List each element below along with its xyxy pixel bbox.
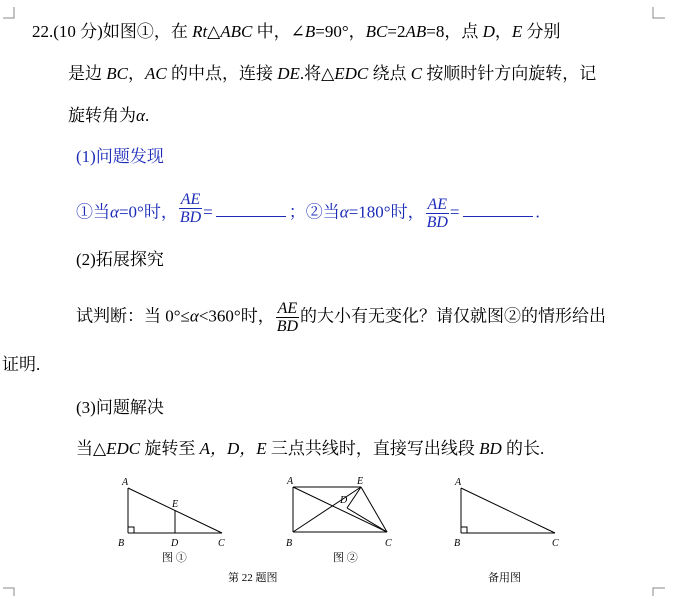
fig2-label-e: E	[357, 476, 364, 487]
part2-question: 试判断：当 0°≤α<360°时， $\frac{AE}{BD}$ 的大小有无变化？请仅就图②的情形给出	[76, 300, 607, 335]
answer-blank-1[interactable]	[216, 202, 286, 217]
fig2-label-d: D	[340, 495, 348, 506]
problem-score: (10 分)	[53, 22, 103, 41]
fig3-label-c: C	[552, 538, 559, 549]
fig1-label-d: D	[171, 538, 179, 549]
fig1-caption: 图 ①	[162, 552, 187, 564]
answer-blank-2[interactable]	[463, 202, 533, 217]
fig3-label-a: A	[455, 477, 462, 488]
problem-number: 22.	[32, 22, 54, 41]
part1-questions: ①当α=0°时， $\frac{AE}{BD}$ = ；②当α=180°时， $\frac{AE}{BD}$ = .	[76, 191, 540, 231]
fig1-label-c: C	[218, 538, 225, 549]
part3-heading: (3)问题解决	[76, 398, 164, 417]
part1-heading: (1)问题发现	[76, 147, 164, 166]
part2-heading: (2)拓展探究	[76, 250, 164, 269]
fig2-caption: 图 ②	[333, 552, 358, 564]
fig3-label-b: B	[454, 538, 461, 549]
part2-continuation: 证明.	[2, 355, 41, 374]
fraction-ae-bd-1: $\frac{AE}{BD}$	[179, 191, 202, 226]
part3-question: 当△EDC 旋转至 A，D，E 三点共线时，直接写出线段 BD 的长.	[76, 439, 545, 458]
fig2-label-b: B	[286, 538, 293, 549]
problem-stem-line-1: 22.(10 分)如图①，在 Rt△ABC 中，∠B=90°，BC=2AB=8，点 D，E 分别	[32, 22, 561, 41]
fig1-label-a: A	[122, 477, 129, 488]
fig2-label-a: A	[287, 476, 294, 487]
problem-stem-line-2: 是边 BC，AC 的中点，连接 DE.将△EDC 绕点 C 按顺时针方向旋转，记	[68, 64, 597, 83]
fig1-label-e: E	[172, 499, 179, 510]
fraction-ae-bd-3: $\frac{AE}{BD}$	[276, 300, 299, 335]
fraction-ae-bd-2: $\frac{AE}{BD}$	[426, 196, 448, 231]
fig1-label-b: B	[118, 538, 125, 549]
problem-stem-line-3: 旋转角为α.	[68, 106, 150, 125]
backup-caption: 备用图	[488, 572, 521, 584]
fig2-label-c: C	[385, 538, 392, 549]
figures-caption: 第 22 题图	[228, 572, 278, 584]
